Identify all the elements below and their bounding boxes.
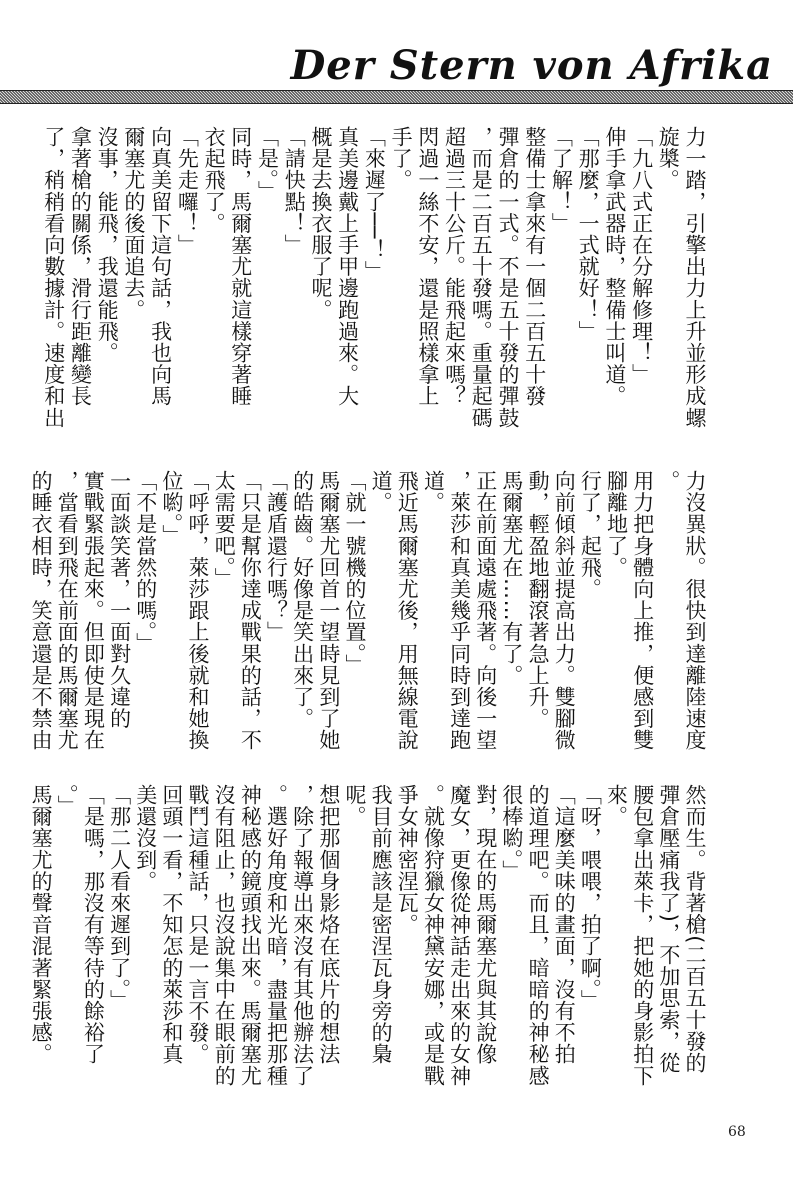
text-column: ，除了報導出來沒有其他辦法了 [290, 784, 315, 1087]
text-column: 「只是幫你達成戰果的話，不 [238, 470, 263, 751]
text-column: 手了。 [389, 126, 414, 191]
text-column: 很棒喲。」 [499, 784, 524, 882]
text-column: 「那二人看來遲到了。」 [107, 784, 132, 1012]
text-column: 「了解！」 [549, 126, 574, 234]
page-number: 68 [728, 1124, 746, 1140]
text-column: 伸手拿武器時，整備士叫道。 [602, 126, 627, 407]
text-column: 沒有阻止，也沒說集中在眼前的 [212, 784, 237, 1087]
text-column: ，而是二百五十發嗎。重量起碼 [469, 126, 494, 429]
text-column: 馬爾塞尤回首一望時見到了她 [316, 470, 341, 751]
text-column: 我目前應該是密涅瓦身旁的梟 [369, 784, 394, 1065]
text-column: 魔女，更像從神話走出來的女神 [447, 784, 472, 1087]
text-column: 的道理吧。而且，暗暗的神秘感 [526, 784, 551, 1087]
text-column: 動，輕盈地翻滾著急上升。 [526, 470, 551, 730]
text-column: 真美邊戴上手甲邊跑過來。大 [335, 126, 360, 407]
text-column: 道。 [369, 470, 394, 514]
text-column: 了，稍稍看向數據計。速度和出 [41, 126, 66, 429]
text-column: 「就一號機的位置。」 [342, 470, 367, 676]
text-column: ，萊莎和真美幾乎同時到達跑 [447, 470, 472, 751]
text-column: 然而生。背著槍(二百五十發的 [683, 784, 707, 1074]
header-rule [0, 90, 793, 104]
text-column: 想把那個身影烙在底片的想法 [316, 784, 341, 1065]
text-column: 呢。 [342, 784, 367, 828]
text-column: 戰鬥這種話，只是一言不發。 [186, 784, 211, 1065]
text-column: 整備士拿來有一個二百五十發 [522, 126, 547, 407]
text-column: 腳離地了。 [604, 470, 629, 578]
text-column: 神秘感的鏡頭找出來。馬爾塞尤 [238, 784, 263, 1087]
text-column: 正在前面遠處飛著。向後一望 [473, 470, 498, 751]
text-column: 。選好角度和光暗，盡量把那種 [264, 784, 289, 1087]
text-column: 實戰緊張起來。但即使是現在 [81, 470, 106, 751]
text-column: 「是。」 [255, 126, 280, 202]
text-column: 同時，馬爾塞尤就這樣穿著睡 [228, 126, 253, 407]
text-column: 「是嗎，那沒有等待的餘裕了 [81, 784, 106, 1065]
text-column: 一面談笑著，一面對久違的 [107, 470, 132, 730]
page-title: Der Stern von Afrika [290, 42, 773, 89]
text-column: 來。 [604, 784, 629, 828]
text-column: 「這麼美味的畫面，沒有不拍 [552, 784, 577, 1065]
text-column: 彈倉壓痛我了)，不加思索，從 [656, 784, 681, 1074]
text-column: 「不是當然的嗎。」 [133, 470, 158, 654]
text-column: 「先走囉！」 [175, 126, 200, 256]
text-column: 「呼呼，萊莎跟上後就和她換 [186, 470, 211, 751]
text-block-3 [28, 784, 708, 1120]
text-column: ，當看到飛在前面的馬爾塞尤 [55, 470, 80, 751]
text-column: 用力把身體向上推，便感到雙 [630, 470, 655, 751]
text-column: 超過三十公斤。能飛起來嗎？ [442, 126, 467, 407]
text-column: 行了，起飛。 [578, 470, 603, 600]
text-column: 爾塞尤的後面追去。 [121, 126, 146, 321]
text-column: 衣起飛了。 [202, 126, 227, 234]
text-column: 馬爾塞尤在……有了。 [499, 470, 524, 686]
text-column: 回頭一看，不知怎的萊莎和真 [159, 784, 184, 1065]
text-column: 「呀，喂喂，拍了啊。」 [578, 784, 603, 1012]
text-column: 向真美留下這句話，我也向馬 [148, 126, 173, 407]
text-column: 太需要吧。」 [212, 470, 237, 590]
text-column: 「九八式正在分解修理！」 [629, 126, 654, 386]
text-column: 爭女神密涅瓦。 [395, 784, 420, 936]
text-column: 「護盾還行嗎？」 [264, 470, 289, 643]
text-column: 。」 [55, 784, 80, 817]
text-column: 對，現在的馬爾塞尤與其說像 [473, 784, 498, 1065]
text-column: 概是去換衣服了呢。 [308, 126, 333, 321]
text-column: 拿著槍的關係，滑行距離變長 [68, 126, 93, 407]
text-column: 美還沒到。 [133, 784, 158, 892]
text-column: 。 [656, 470, 681, 492]
text-column: 。就像狩獵女神黛安娜，或是戰 [421, 784, 446, 1087]
text-column: 力沒異狀。很快到達離陸速度 [683, 470, 707, 751]
text-column: 向前傾斜並提高出力。雙腳微 [552, 470, 577, 751]
text-column: 腰包拿出萊卡，把她的身影拍下 [630, 784, 655, 1087]
text-column: 位喲。」 [159, 470, 184, 546]
text-column: 沒事，能飛，我還能飛。 [95, 126, 120, 364]
text-column: 馬爾塞尤的聲音混著緊張感。 [29, 784, 54, 1065]
text-column: 道。 [421, 470, 446, 514]
text-block-2 [28, 470, 708, 770]
text-column: 的皓齒。好像是笑出來了。 [290, 470, 315, 730]
text-column: 旋槳。 [656, 126, 681, 191]
text-column: 飛近馬爾塞尤後，用無線電說 [395, 470, 420, 751]
text-column: 閃過一絲不安，還是照樣拿上 [415, 126, 440, 407]
text-block-1 [40, 126, 708, 444]
text-column: 彈倉的一式。不是五十發的彈鼓 [495, 126, 520, 429]
text-column: 的睡衣相時，笑意還是不禁由 [29, 470, 54, 751]
text-column: 「來遲了──！」 [362, 126, 387, 283]
text-column: 力一踏，引擎出力上升並形成螺 [683, 126, 707, 429]
text-column: 「請快點！」 [282, 126, 307, 256]
text-column: 「那麼，一式就好！」 [576, 126, 601, 342]
